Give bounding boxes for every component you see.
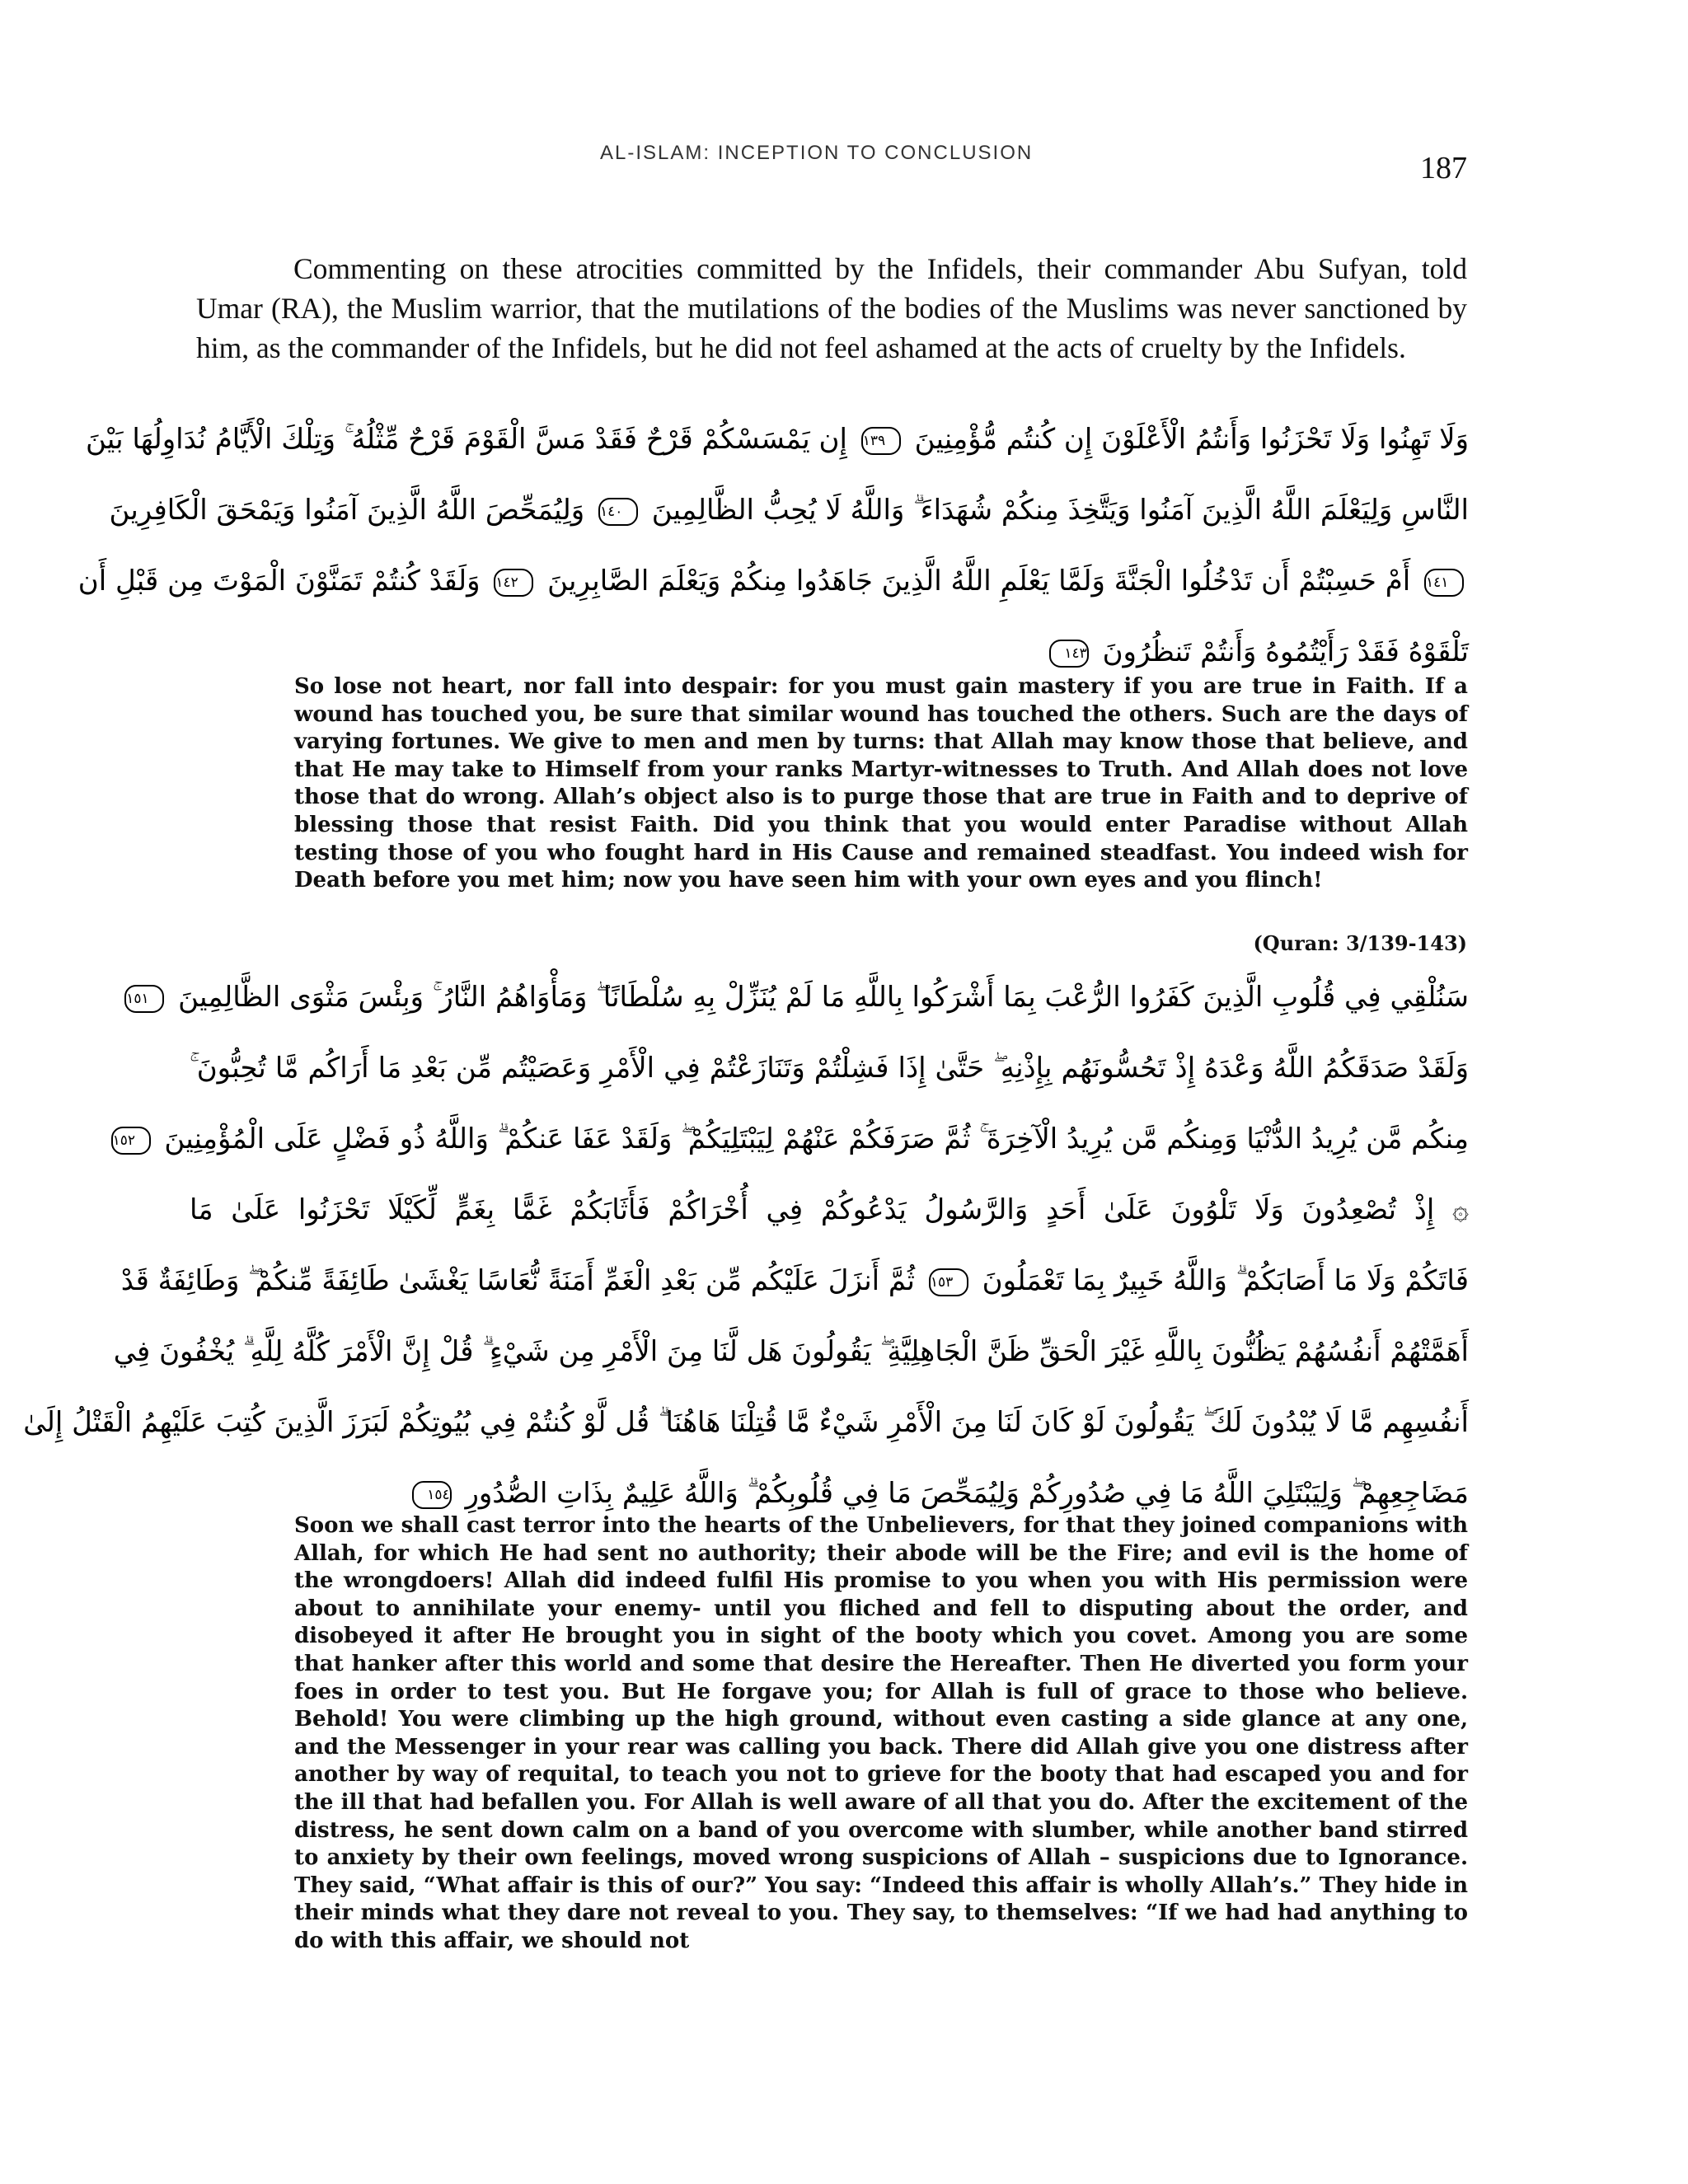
page-number: 187 <box>1420 151 1467 185</box>
ayah-number-marker: ١٣٩ <box>861 427 901 455</box>
ayah-text: ۞ إِذْ تُصْعِدُونَ وَلَا تَلْوُونَ عَلَىٰ أَحَدٍ وَالرَّسُولُ يَدْعُوكُمْ فِي أُخْرَاكُمْ فَأَثَابَكُمْ غَمًّا بِغَمٍّ لِّكَيْلَا تَحْزَنُوا عَلَىٰ مَا <box>190 1193 1469 1226</box>
ayah-line <box>190 1033 1469 1104</box>
narrative-paragraph: Commenting on these atrocities committed by the Infidels, their commander Abu Sufyan, told Umar (RA), the Muslim warrior, that the mutilations of the bodies of the Muslims was never sanctioned by him, as the commander of the Infidels, but he did not feel ashamed at the acts of cruelty by the Infidels. <box>196 252 1467 364</box>
ayah-number-marker: ١٥٤ <box>412 1481 452 1509</box>
ayah-text: مِنكُم مَّن يُرِيدُ الدُّنْيَا وَمِنكُم مَّن يُرِيدُ الْآخِرَةَ ۚ ثُمَّ صَرَفَكُمْ عَنْهُمْ لِيَبْتَلِيَكُمْ ۖ وَلَقَدْ عَفَا عَنكُمْ ۗ وَاللَّهُ ذُو فَضْلٍ عَلَى الْمُؤْمِنِينَ <box>164 1122 1469 1155</box>
quran-citation: (Quran: 3/139-143) <box>1253 931 1467 955</box>
ayah-number-marker: ١٤٢ <box>494 569 533 597</box>
translation-paragraph-2: Soon we shall cast terror into the hearts of the Unbelievers, for that they joined companions with Allah, for which He had sent no authority; their abode will be the Fire; and evil is the home of the wrongdoers! Allah did indeed fulfil His promise to you when you with His permission were about to annihilate your enemy- until you fliched and fell to disputing about the order, and disobeyed it after He brought you in sight of the booty which you covet. Among you are some that hanker after this world and some that desire the Hereafter. Then He diverted you form your foes in order to test you. But He forgave you; for Allah is full of grace to those who believe. Behold! You were climbing up the high ground, without even casting a side glance at any one, and the Messenger in your rear was calling you back. There did Allah give you one distress after another by way of requital, to teach you not to grieve for the booty that had escaped you and for the ill that had befallen you. For Allah is well aware of all that you do. After the excitement of the distress, he sent down calm on a band of you overcome with slumber, while another band stirred to anxiety by their own feelings, moved wrong suspicions of Allah – suspicions due to Ignorance. They said, “What affair is this of our?” You say: “Indeed this affair is wholly Allah’s.” They hide in their minds what they dare not reveal to you. They say, to themselves: “If we had had anything to do with this affair, we should not <box>294 1513 1468 1953</box>
ayah-line <box>85 404 1469 475</box>
running-head-title: AL-ISLAM: INCEPTION TO CONCLUSION <box>600 142 1034 164</box>
ayah-number-marker: ١٤٠ <box>598 498 638 526</box>
translation-paragraph-1: So lose not heart, nor fall into despair: for you must gain mastery if you are true in Faith. If a wound has touched you, be sure that similar wound has touched the others. Such are the days of varying fortunes. We give to men and men by turns: that Allah may know those that believe, and that He may take to Himself from your ranks Martyr-witnesses to Truth. And Allah does not love those that do wrong. Allah’s object also is to purge those that are true in Faith and to deprive of blessing those that resist Faith. Did you think that you would enter Paradise without Allah testing those of you who fought hard in His Cause and remained steadfast. You indeed wish for Death before you met him; now you have seen him with your own eyes and you flinch! <box>294 674 1468 893</box>
ayah-number-marker: ١٥٣ <box>929 1268 968 1296</box>
ayah-number-marker: ١٤١ <box>1424 569 1464 597</box>
ayah-text: وَلِيُمَحِّصَ اللَّهُ الَّذِينَ آمَنُوا وَيَمْحَقَ الْكَافِرِينَ <box>109 494 585 527</box>
ayah-line <box>113 1316 1469 1387</box>
ayah-text: وَلَا تَهِنُوا وَلَا تَحْزَنُوا وَأَنتُمُ الْأَعْلَوْنَ إِن كُنتُم مُّؤْمِنِينَ <box>914 423 1469 456</box>
ayah-number-marker: ١٤٣ <box>1049 640 1089 668</box>
arabic-passage-2 <box>23 962 1469 1529</box>
ayah-text: فَاتَكُمْ وَلَا مَا أَصَابَكُمْ ۗ وَاللَّهُ خَبِيرٌ بِمَا تَعْمَلُونَ <box>982 1264 1469 1297</box>
ayah-text: أَنفُسِهِم مَّا لَا يُبْدُونَ لَكَ ۖ يَقُولُونَ لَوْ كَانَ لَنَا مِنَ الْأَمْرِ شَيْءٌ مَّا قُتِلْنَا هَاهُنَا ۗ قُل لَّوْ كُنتُمْ فِي بُيُوتِكُمْ لَبَرَزَ الَّذِينَ كُتِبَ عَلَيْهِمُ الْقَتْلُ إِلَىٰ <box>23 1406 1469 1439</box>
ayah-text: تَلْقَوْهُ فَقَدْ رَأَيْتُمُوهُ وَأَنتُمْ تَنظُرُونَ <box>1102 635 1469 668</box>
ayah-text: وَلَقَدْ صَدَقَكُمُ اللَّهُ وَعْدَهُ إِذْ تَحُسُّونَهُم بِإِذْنِهِ ۖ حَتَّىٰ إِذَا فَشِلْتُمْ وَتَنَازَعْتُمْ فِي الْأَمْرِ وَعَصَيْتُم مِّن بَعْدِ مَا أَرَاكُم مَّا تُحِبُّونَ ۚ <box>190 1052 1469 1085</box>
ayah-text: أَمْ حَسِبْتُمْ أَن تَدْخُلُوا الْجَنَّةَ وَلَمَّا يَعْلَمِ اللَّهُ الَّذِينَ جَاهَدُوا مِنكُمْ وَيَعْلَمَ الصَّابِرِينَ <box>547 565 1411 598</box>
ayah-number-marker: ١٥١ <box>124 985 164 1013</box>
ayah-text: مَضَاجِعِهِمْ ۖ وَلِيَبْتَلِيَ اللَّهُ مَا فِي صُدُورِكُمْ وَلِيُمَحِّصَ مَا فِي قُلُوبِكُمْ ۗ وَاللَّهُ عَلِيمٌ بِذَاتِ الصُّدُورِ <box>465 1477 1469 1510</box>
ayah-line <box>109 475 1469 546</box>
ayah-line <box>120 1245 1469 1316</box>
ayah-line <box>23 1387 1469 1458</box>
ayah-text: ثُمَّ أَنزَلَ عَلَيْكُم مِّن بَعْدِ الْغَمِّ أَمَنَةً نُّعَاسًا يَغْشَىٰ طَائِفَةً مِّنكُمْ ۖ وَطَائِفَةٌ قَدْ <box>120 1264 916 1297</box>
ayah-number-marker: ١٥٢ <box>111 1127 151 1155</box>
ayah-text: أَهَمَّتْهُمْ أَنفُسُهُمْ يَظُنُّونَ بِاللَّهِ غَيْرَ الْحَقِّ ظَنَّ الْجَاهِلِيَّةِ ۖ يَقُولُونَ هَل لَّنَا مِنَ الْأَمْرِ مِن شَيْءٍ ۗ قُلْ إِنَّ الْأَمْرَ كُلَّهُ لِلَّهِ ۗ يُخْفُونَ فِي <box>113 1335 1469 1368</box>
ayah-line <box>112 1104 1469 1174</box>
ayah-text: النَّاسِ وَلِيَعْلَمَ اللَّهُ الَّذِينَ آمَنُوا وَيَتَّخِذَ مِنكُمْ شُهَدَاءَ ۗ وَاللَّهُ لَا يُحِبُّ الظَّالِمِينَ <box>651 494 1469 527</box>
ayah-line <box>126 962 1469 1033</box>
ayah-line <box>77 546 1469 616</box>
ayah-text: وَلَقَدْ كُنتُمْ تَمَنَّوْنَ الْمَوْتَ مِن قَبْلِ أَن <box>77 565 481 598</box>
ayah-text: إِن يَمْسَسْكُمْ قَرْحٌ فَقَدْ مَسَّ الْقَوْمَ قَرْحٌ مِّثْلُهُ ۚ وَتِلْكَ الْأَيَّامُ نُدَاوِلُهَا بَيْنَ <box>85 423 847 456</box>
ayah-line <box>190 1174 1469 1245</box>
arabic-passage-1 <box>77 404 1469 687</box>
ayah-text: سَنُلْقِي فِي قُلُوبِ الَّذِينَ كَفَرُوا الرُّعْبَ بِمَا أَشْرَكُوا بِاللَّهِ مَا لَمْ يُنَزِّلْ بِهِ سُلْطَانًا ۖ وَمَأْوَاهُمُ النَّارُ ۚ وَبِئْسَ مَثْوَى الظَّالِمِينَ <box>178 981 1469 1014</box>
